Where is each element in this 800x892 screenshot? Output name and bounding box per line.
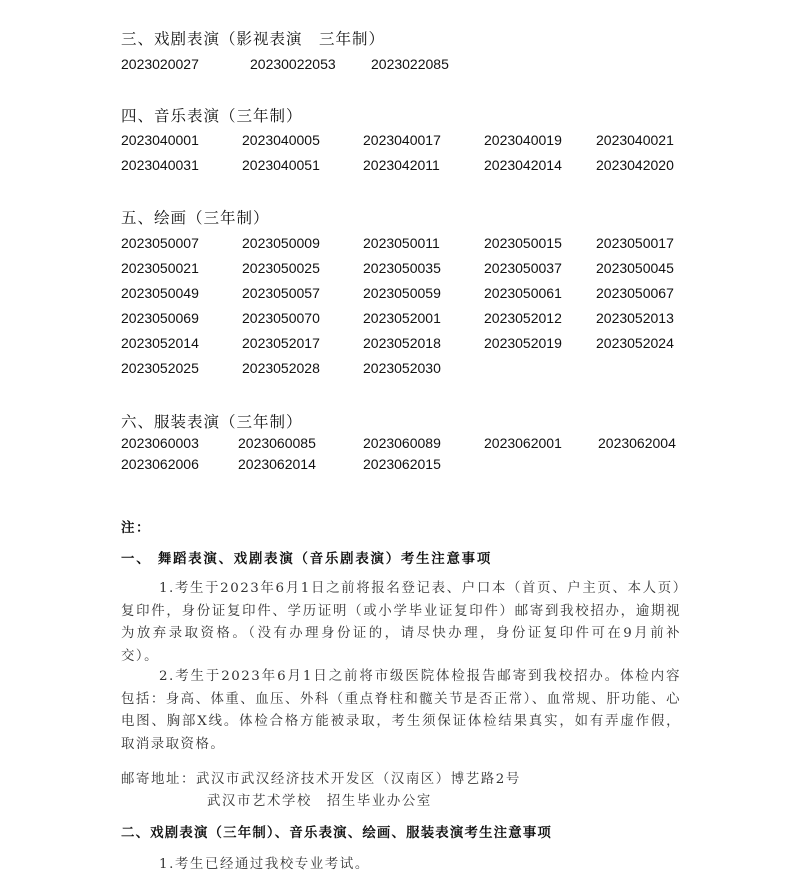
section-heading-music: 四、音乐表演（三年制） (121, 107, 303, 125)
notes-part1-item1-text: 1.考生于2023年6月1日之前将报名登记表、户口本（首页、户主页、本人页）复印件，身份证复印件、学历证明（或小学毕业证复印件）邮寄到我校招办，逾期视为放弃录取资格。（没有办理身份证的，请尽快办理，身份证复印件可在9月前补交）。 (121, 581, 681, 664)
admission-number: 2023062015 (363, 456, 441, 472)
admission-number: 2023050069 (121, 310, 199, 326)
admission-number: 2023052024 (596, 335, 674, 351)
admission-number: 2023050057 (242, 285, 320, 301)
notes-part2-title: 二、戏剧表演（三年制）、音乐表演、绘画、服装表演考生注意事项 (121, 825, 553, 841)
admission-number: 2023050009 (242, 235, 320, 251)
admission-number: 2023050067 (596, 285, 674, 301)
admission-number: 2023050045 (596, 260, 674, 276)
admission-number: 2023062004 (598, 435, 676, 451)
admission-number: 2023050007 (121, 235, 199, 251)
admission-number: 2023050025 (242, 260, 320, 276)
notes-part1-item1 (121, 578, 681, 668)
admission-number: 2023040019 (484, 132, 562, 148)
admission-number: 2023052013 (596, 310, 674, 326)
admission-number: 2023040001 (121, 132, 199, 148)
admission-number: 2023052014 (121, 335, 199, 351)
admission-number: 2023050035 (363, 260, 441, 276)
admission-number: 2023052012 (484, 310, 562, 326)
admission-number: 2023052030 (363, 360, 441, 376)
admission-number: 2023052018 (363, 335, 441, 351)
admission-number: 2023052019 (484, 335, 562, 351)
admission-number: 2023050017 (596, 235, 674, 251)
admission-number: 2023050059 (363, 285, 441, 301)
admission-number: 2023050015 (484, 235, 562, 251)
admission-number: 2023050070 (242, 310, 320, 326)
admission-number: 2023060003 (121, 435, 199, 451)
notes-label: 注： (121, 520, 151, 536)
admission-number: 2023040021 (596, 132, 674, 148)
notes-part1-item2 (121, 666, 681, 756)
admission-number: 2023052028 (242, 360, 320, 376)
admission-number: 2023040017 (363, 132, 441, 148)
admission-number: 2023052025 (121, 360, 199, 376)
admission-number: 2023062014 (238, 456, 316, 472)
admission-number: 2023040031 (121, 157, 199, 173)
admission-number: 2023062006 (121, 456, 199, 472)
admission-number: 20230022053 (250, 56, 336, 72)
notes-part2-item1: 1.考生已经通过我校专业考试。 (159, 857, 370, 872)
admission-number: 2023052001 (363, 310, 441, 326)
admission-number: 2023050011 (363, 235, 440, 251)
admission-number: 2023022085 (371, 56, 449, 72)
admission-number: 2023060089 (363, 435, 441, 451)
admission-number: 2023042014 (484, 157, 562, 173)
mailing-address-line1: 武汉市武汉经济技术开发区（汉南区）博艺路2号 (195, 772, 521, 787)
admission-number: 2023040005 (242, 132, 320, 148)
admission-number: 2023050021 (121, 260, 199, 276)
section-heading-drama-film: 三、戏剧表演（影视表演 三年制） (121, 30, 386, 48)
notes-part1-item2-text: 2.考生于2023年6月1日之前将市级医院体检报告邮寄到我校招办。体检内容包括：身高、体重、血压、外科（重点脊柱和髋关节是否正常）、血常规、肝功能、心电图、胸部X线。体检合格方能被录取，考生须保证体检结果真实，如有弄虚作假，取消录取资格。 (121, 669, 681, 752)
section-heading-fashion: 六、服装表演（三年制） (121, 413, 303, 431)
section-heading-painting: 五、绘画（三年制） (121, 209, 270, 227)
admission-number: 2023050061 (484, 285, 562, 301)
mailing-address-label: 邮寄地址： (121, 772, 196, 787)
admission-number: 2023050037 (484, 260, 562, 276)
admission-number: 2023042011 (363, 157, 440, 173)
admission-number: 2023050049 (121, 285, 199, 301)
admission-number: 2023062001 (484, 435, 562, 451)
mailing-address (121, 768, 521, 787)
admission-number: 2023042020 (596, 157, 674, 173)
admission-number: 2023060085 (238, 435, 316, 451)
notes-part1-title: 一、 舞蹈表演、戏剧表演（音乐剧表演）考生注意事项 (121, 551, 493, 567)
admission-number: 2023052017 (242, 335, 320, 351)
admission-number: 2023020027 (121, 56, 199, 72)
admission-number: 2023040051 (242, 157, 320, 173)
mailing-address-line2: 武汉市艺术学校 招生毕业办公室 (207, 794, 432, 809)
